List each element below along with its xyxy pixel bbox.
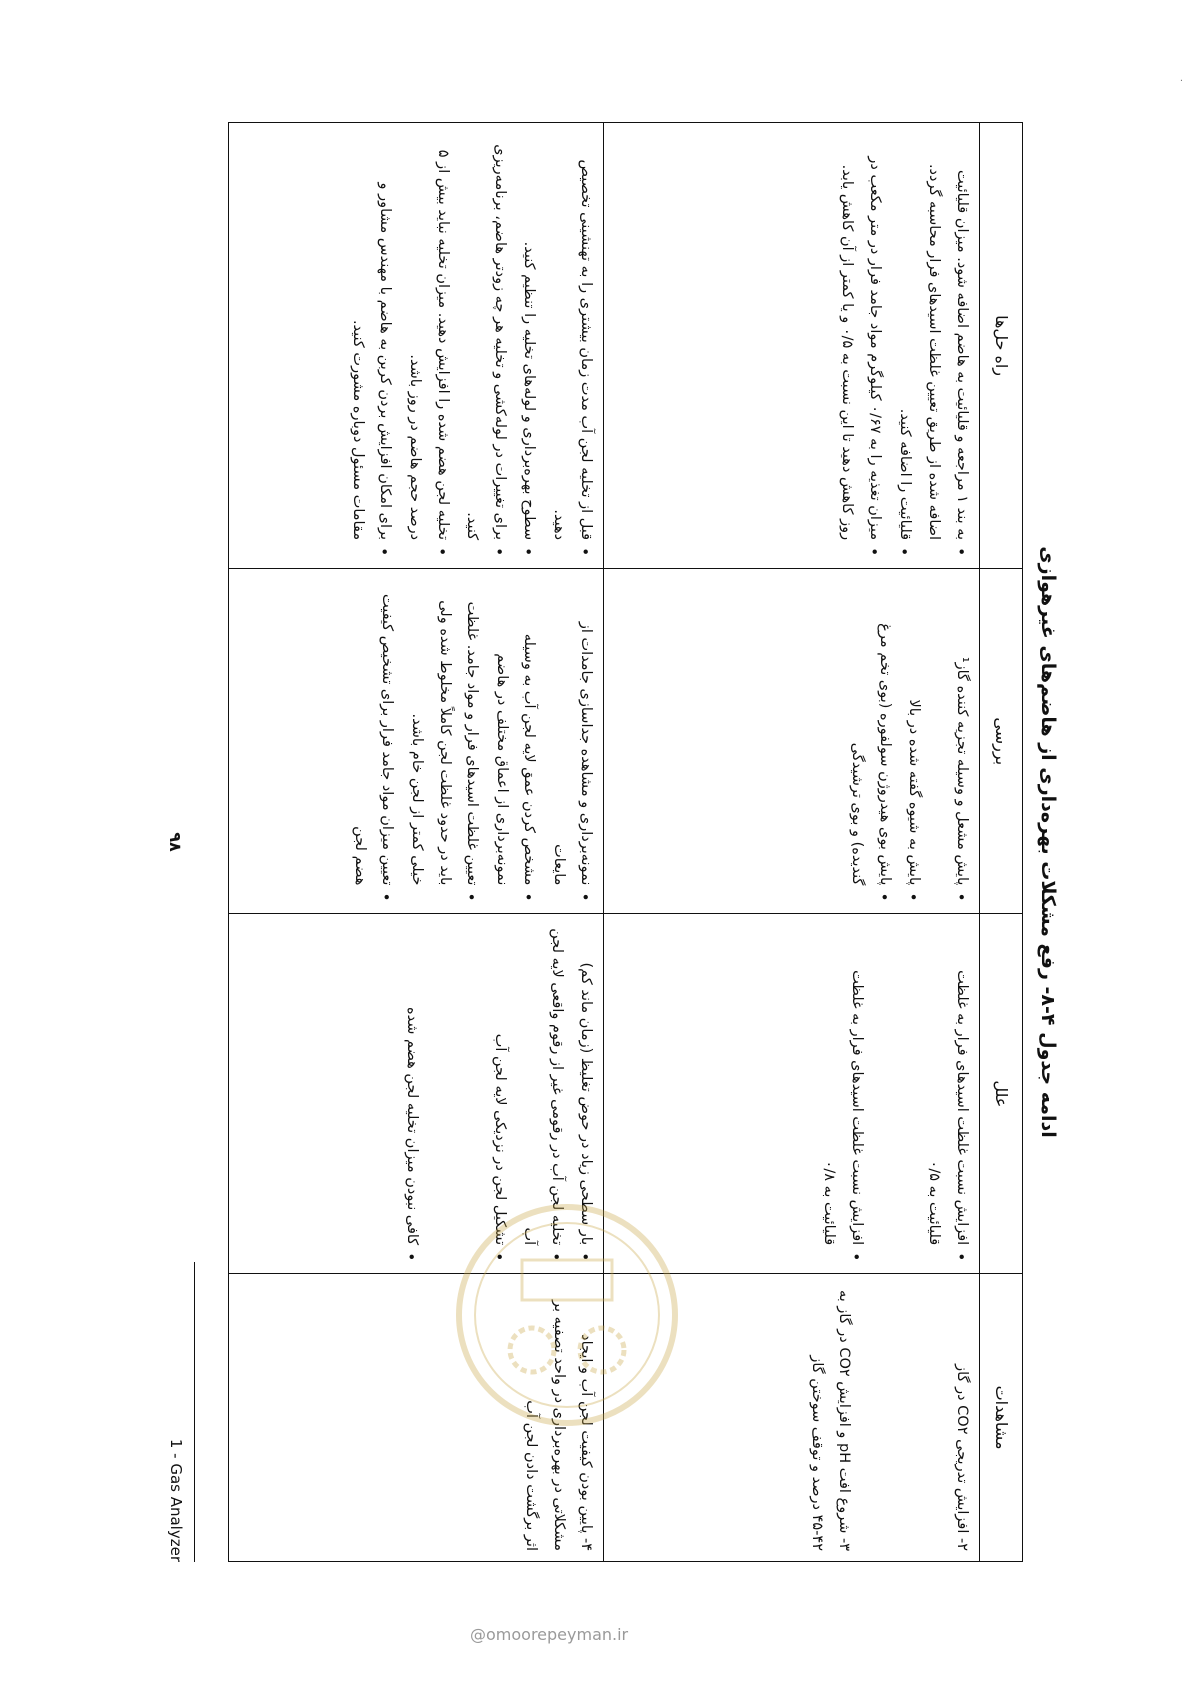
solutions-cell	[229, 123, 604, 569]
list-item: • پایش به شیوه گفته شده در بالا	[900, 579, 928, 885]
list-item: • پایش بوی هیدروژن سولفوره (بوی تخم مرغ گندیده) و بوی ترشیدگی	[842, 579, 897, 885]
list-item: • مشخص کردن عمق لایه لجن آب به وسیله نمونه‌برداری از اعماق مختلف در هاضم	[487, 579, 542, 885]
header-causes: علل	[979, 914, 1022, 1274]
list-item: • تعیین غلظت اسیدهای فرار و مواد جامد. غلظت باید در حدود غلظت لجن کاملاً مخلوط شده ولی خیلی کمتر از لجن خام باشد.	[402, 579, 485, 885]
list-item: • تخلیه لجن آب در رقومی غیر از رقوم واقعی لایه لجن آب	[515, 924, 570, 1245]
list-item: • تشکیل لجن در نزدیکی لایه لجن آب	[485, 924, 513, 1245]
list-item: • برای تغییرات در لوله‌کشی و تخلیه هر چه زودتر هاضم، برنامه‌ریزی کنید.	[458, 133, 513, 540]
scan-mark: ·	[1179, 76, 1183, 87]
list-item: • تعیین میزان مواد جامد فرار برای تشخیص کیفیت هضم لجن	[345, 579, 400, 885]
watermark-text: @omoorepeyman.ir	[470, 1625, 629, 1644]
list-item: • قلیائیت را اضافه کنید.	[890, 133, 918, 540]
checks-cell	[604, 569, 979, 914]
list-item: • به بند ۱ مراجعه و قلیائیت به هاضم اضافه شود. میزان قلیائیت اضافه شده از طریق تعیین غلظت اسیدهای فرار محاسبه گردد.	[920, 133, 975, 540]
observation-text: ۳- شروع افت pH و افزایش CO۲ در گاز به ۴۲-۴۵ درصد و توقف سوختن گاز	[808, 1289, 853, 1551]
watermark-logo	[452, 1200, 682, 1430]
header-observations: مشاهدات	[979, 1274, 1022, 1562]
header-checks: بررسی	[979, 569, 1022, 914]
list-item: • نمونه‌برداری و مشاهده جداسازی جامدات از مایعات	[544, 579, 599, 885]
list-item: • قبل از تخلیه لجن آب مدت زمان بیشتری را به تهنشینی تخصیص دهید.	[544, 133, 599, 540]
list-item: • پایش مشعل و وسیله تجزیه کننده گاز¹	[947, 579, 975, 885]
header-row	[979, 123, 1022, 1562]
list-item: • میزان تغذیه را به ۰/۶۷ کیلوگرم مواد جامد فرار در متر مکعب در روز کاهش دهید تا این نسبت به ۰/۵ و یا کمتر از آن کاهش یابد.	[833, 133, 888, 540]
solutions-cell	[604, 123, 979, 569]
footnote: 1 - Gas Analyzer	[167, 1438, 185, 1562]
list-item: • برای امکان افزایش بردن کربن به هاضم با مهندس مشاور و مقامات مسئول دوباره مشورت کنید.	[343, 133, 398, 540]
header-solutions: راه حل‌ها	[979, 123, 1022, 569]
list-item: • سطوح بهره‌برداری و لوله‌های تخلیه را تنظیم کنید.	[515, 133, 543, 540]
checks-cell	[229, 569, 604, 914]
list-item: • کافی نبودن میزان تخلیه لجن هضم شده	[398, 924, 426, 1245]
list-item: • افزایش نسبت غلظت اسیدهای فرار به غلظت قلیائیت به ۰/۵	[920, 924, 975, 1245]
observation-text: ۴- پایین بودن کیفیت لجن آب و ایجاد مشکلاتی در بهره‌برداری در واحد تصفیه بر اثر برگشت دادن لجن آب	[523, 1300, 595, 1551]
footnote-divider	[194, 1262, 195, 1562]
observation-text: ۲- افزایش تدریجی CO۲ در گاز	[953, 1364, 970, 1551]
list-item: • تخلیه لجن هضم شده را افزایش دهید. میزان تخلیه نباید بیش از ۵ درصد حجم هاضم در روز باشد.	[400, 133, 455, 540]
list-item: • افزایش نسبت غلظت اسیدهای فرار به غلظت قلیائیت به ۰/۸	[814, 924, 869, 1245]
page-number: ۹۸	[166, 832, 185, 852]
table-title: ادامه جدول ۴-۸- رفع مشکلات بهره‌داری از هاضم‌های غیرهوازی	[1037, 546, 1059, 1138]
list-item: • بار سطحی زیاد در حوض تغلیظ (زمان ماند کم)	[572, 924, 600, 1245]
